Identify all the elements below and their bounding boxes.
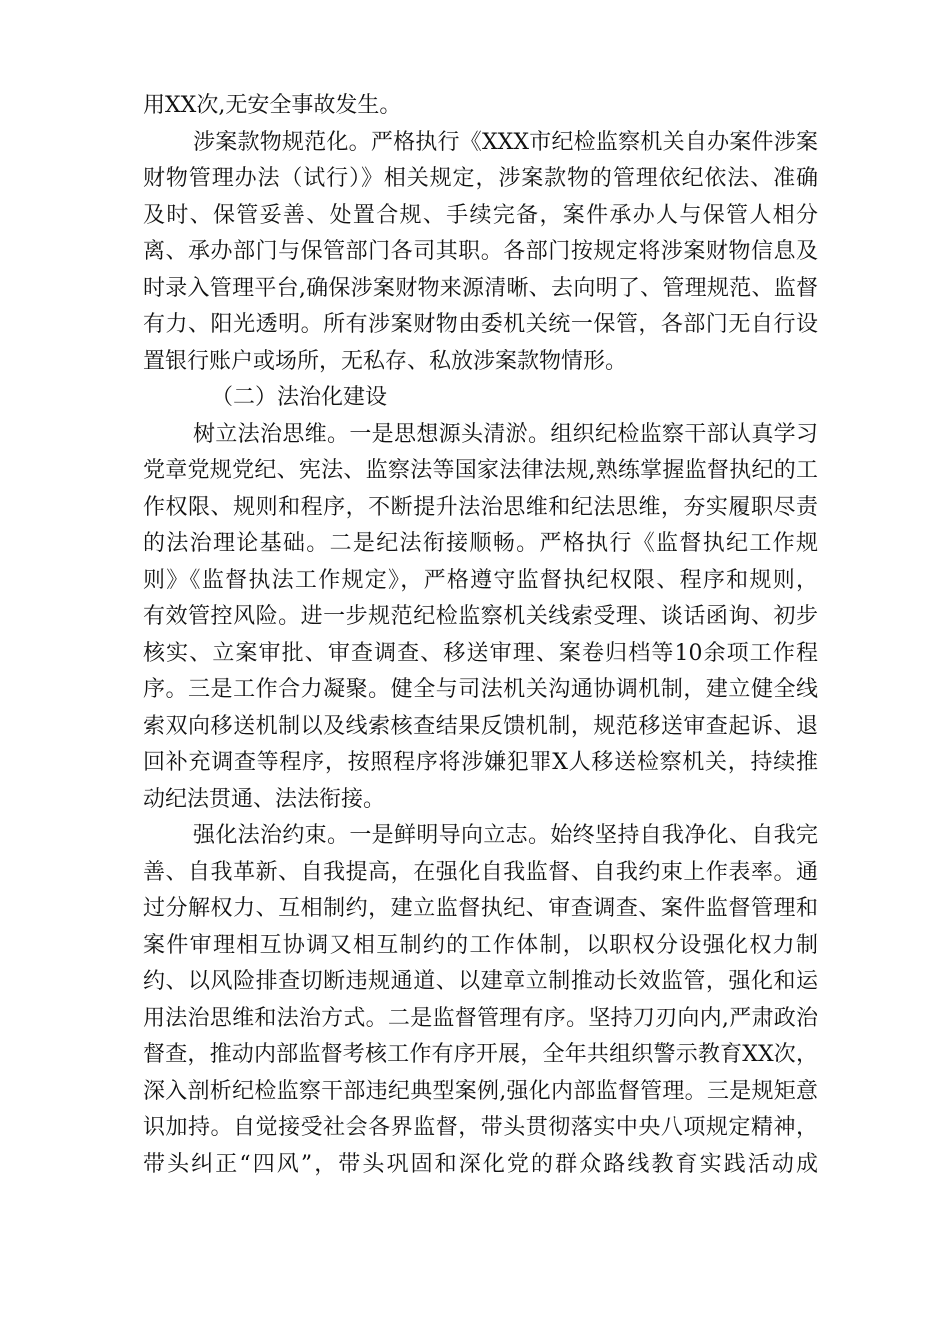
paragraph-line: 识加持。自觉接受社会各界监督，带头贯彻落实中央八项规定精神， [143,1115,818,1140]
paragraph-line: 置银行账户或场所，无私存、私放涉案款物情形。 [143,348,628,374]
paragraph-line: 的法治理论基础。二是纪法衔接顺畅。严格执行《监督执纪工作规 [143,531,818,556]
paragraph-line: 约、以风险排查切断违规通道、以建章立制推动长效监管，强化和运 [143,969,818,994]
paragraph-line: 深入剖析纪检监察干部违纪典型案例,强化内部监督管理。三是规矩意 [143,1078,818,1104]
paragraph-line: 有效管控风险。进一步规范纪检监察机关线索受理、谈话函询、初步 [143,604,818,629]
paragraph-line: 党章党规党纪、宪法、监察法等国家法律法规,熟练掌握监督执纪的工 [143,458,818,483]
paragraph-line: 用法治思维和法治方式。二是监督管理有序。坚持刀刃向内,严肃政治 [143,1005,818,1031]
paragraph-line: 回补充调查等程序，按照程序将涉嫌犯罪X人移送检察机关，持续推 [143,750,818,775]
paragraph-line: 树立法治思维。一是思想源头清淤。组织纪检监察干部认真学习 [193,421,818,447]
paragraph-line: 则》《监督执法工作规定》，严格遵守监督执纪权限、程序和规则， [143,567,818,593]
paragraph-line: 及时、保管妥善、处置合规、手续完备，案件承办人与保管人相分 [143,202,818,228]
paragraph-line: 时录入管理平台,确保涉案财物来源清晰、去向明了、管理规范、监督 [143,275,818,301]
paragraph-line: 作权限、规则和程序，不断提升法治思维和纪法思维，夯实履职尽责 [143,494,818,520]
paragraph-line: 离、承办部门与保管部门各司其职。各部门按规定将涉案财物信息及 [143,239,818,264]
section-heading: （二）法治化建设 [211,385,388,410]
paragraph-line: 财物管理办法（试行）》相关规定，涉案款物的管理依纪依法、准确 [143,166,818,191]
paragraph-line: 强化法治约束。一是鲜明导向立志。始终坚持自我净化、自我完 [193,823,818,848]
paragraph-line: 带头纠正“四风”，带头巩固和深化党的群众路线教育实践活动成 [143,1151,818,1177]
paragraph-line: 涉案款物规范化。严格执行《XXX市纪检监察机关自办案件涉案 [193,129,818,155]
paragraph-line: 有力、阳光透明。所有涉案财物由委机关统一保管，各部门无自行设 [143,312,818,337]
paragraph-line: 核实、立案审批、审查调查、移送审理、案卷归档等10余项工作程 [143,640,818,666]
document-body [143,88,818,1183]
paragraph-line: 用XX次,无安全事故发生。 [143,93,402,118]
paragraph-line: 过分解权力、互相制约，建立监督执纪、审查调查、案件监督管理和 [143,896,818,921]
paragraph-line: 案件审理相互协调又相互制约的工作体制，以职权分设强化权力制 [143,932,818,958]
paragraph-line: 序。三是工作合力凝聚。健全与司法机关沟通协调机制，建立健全线 [143,677,818,702]
paragraph-line: 督查，推动内部监督考核工作有序开展，全年共组织警示教育XX次， [143,1042,818,1067]
paragraph-line: 索双向移送机制以及线索核查结果反馈机制，规范移送审查起诉、退 [143,713,818,739]
paragraph-line: 动纪法贯通、法法衔接。 [143,786,386,812]
paragraph-line: 善、自我革新、自我提高，在强化自我监督、自我约束上作表率。通 [143,859,818,885]
